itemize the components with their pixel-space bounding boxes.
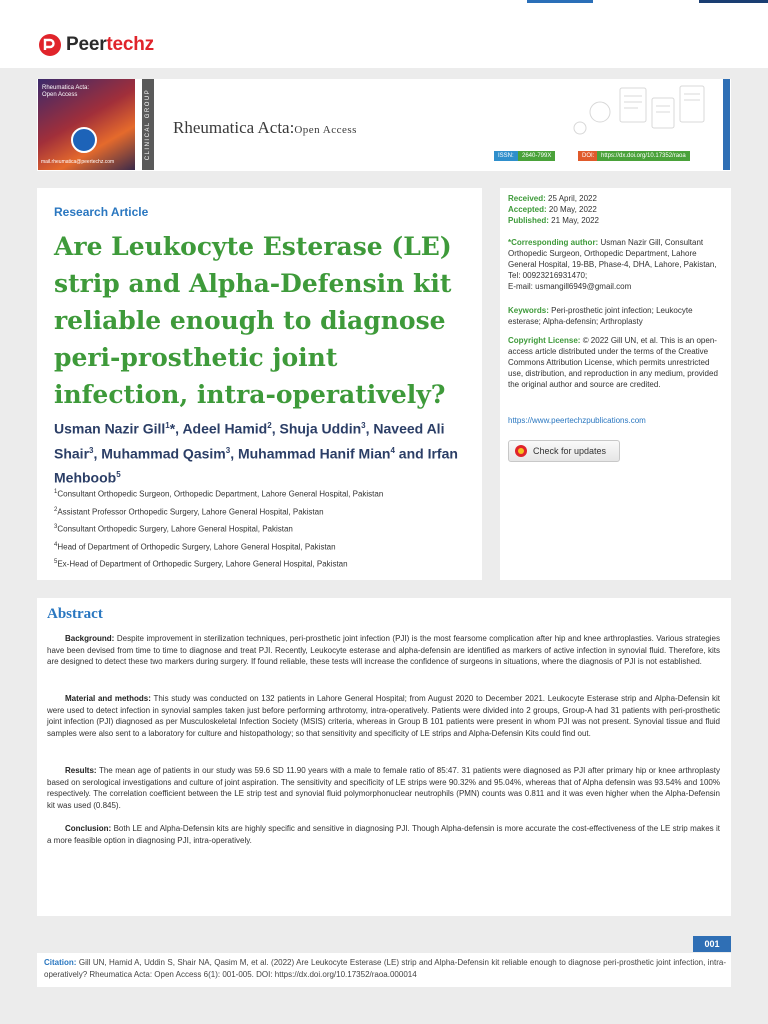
banner-edge-bar xyxy=(723,79,730,170)
corresponding-author-block xyxy=(508,237,725,292)
abstract-section-label: Conclusion: xyxy=(65,824,112,833)
affiliation-list xyxy=(54,487,474,575)
abstract-conclusion xyxy=(47,823,720,846)
affiliation-text: Assistant Professor Orthopedic Surgery, Lahore General Hospital, Pakistan xyxy=(57,507,324,517)
accepted-date: 20 May, 2022 xyxy=(548,205,597,214)
author-name[interactable]: Muhammad Qasim xyxy=(101,445,226,462)
copyright-block xyxy=(508,335,725,390)
author-separator: , xyxy=(93,445,102,462)
journal-name: Rheumatica Acta: xyxy=(173,118,295,137)
banner-decoration-icon xyxy=(560,82,720,146)
journal-title xyxy=(173,118,357,138)
doi-label: DOI: xyxy=(578,151,598,161)
abstract-section-label: Background: xyxy=(65,634,115,643)
abstract-section-text: Both LE and Alpha-Defensin kits are highly specific and sensitive in diagnosing PJI. Though Alpha-defensin is more accurate the cost-effectiveness of the LE strip makes it a more feasible option in diagnosing PJI, intra-operatively. xyxy=(47,824,720,845)
cover-subtitle: Open Access xyxy=(42,92,78,98)
citation-text: Gill UN, Hamid A, Uddin S, Shair NA, Qasim M, et al. (2022) Are Leukocyte Esterase (LE) strip and Alpha-Defensin kit reliable enough to diagnose peri-prosthetic joint infection, intra-operatively? Rheumatica Acta: Open Access 6(1): 001-005. DOI: https://dx.doi.org/10.17352/raoa.000014 xyxy=(44,958,726,979)
corresponding-mark: * xyxy=(169,420,176,437)
copyright-text: © 2022 Gill UN, et al. This is an open-access article distributed under the terms of the Creative Commons Attribution License, which permits unrestricted use, distribution, and reproduction in any medium, provided the original author and source are credited. xyxy=(508,336,718,389)
crossmark-icon xyxy=(515,445,527,457)
abstract-section-label: Results: xyxy=(65,766,97,775)
author-affil-sup: 3 xyxy=(361,421,366,430)
author-affil-sup: 4 xyxy=(390,445,395,455)
author-separator: , xyxy=(365,420,374,437)
author-separator: , xyxy=(271,420,280,437)
author-name[interactable]: Naveed Ali Shair xyxy=(54,420,445,462)
journal-name-suffix: Open Access xyxy=(294,124,357,136)
citation xyxy=(44,957,726,981)
copyright-label: Copyright License: xyxy=(508,336,581,345)
author-affil-sup: 3 xyxy=(225,445,231,455)
affiliation-item xyxy=(54,505,474,523)
logo-text-techz: techz xyxy=(106,34,154,55)
author-affil-sup: 5 xyxy=(116,470,121,480)
abstract-background xyxy=(47,633,720,668)
logo-text-peer: Peer xyxy=(66,34,107,55)
author-name[interactable]: Irfan Mehboob xyxy=(54,445,458,486)
cover-badge-icon xyxy=(71,127,97,153)
published-label: Published: xyxy=(508,216,549,225)
affiliation-item xyxy=(54,557,474,575)
abstract-section-text: The mean age of patients in our study was 59.6 SD 11.90 years with a male to female ratio of 85:47. 31 patients were diagnosed as PJI after primary hip or knee arthroplasty based on serological investigations and culture of joint aspiration. The sensitivity and specificity of LE strips were 90.32% and 95.04%, whereas that of Alpha defensin was 93.54% and 100% respectively. The correlation coefficient between the LE strip test and synovial fluid polymorphonuclear neutrophils (PMN) counts was 0.811 and it was even higher when the Alpha-Defensin kit was used (0.845). xyxy=(47,766,720,810)
peertechz-logo-icon xyxy=(38,33,62,57)
affiliation-text: Consultant Orthopedic Surgery, Lahore General Hospital, Pakistan xyxy=(57,524,293,534)
affiliation-item xyxy=(54,522,474,540)
author-affil-sup: 3 xyxy=(89,445,94,455)
received-label: Received: xyxy=(508,194,546,203)
affiliation-item xyxy=(54,487,474,505)
affiliation-text: Ex-Head of Department of Orthopedic Surgery, Lahore General Hospital, Pakistan xyxy=(57,559,348,569)
peertechz-logo[interactable] xyxy=(38,32,154,58)
author-separator: , xyxy=(230,445,238,462)
keywords-text: Peri-prosthetic joint infection; Leukocyte esterase; Alpha-defensin; Arthroplasty xyxy=(508,306,693,326)
header-accent-bar xyxy=(699,0,768,3)
doi-link[interactable]: https://dx.doi.org/10.17352/raoa xyxy=(597,151,690,161)
abstract-section-label: Material and methods: xyxy=(65,694,151,703)
check-for-updates-button[interactable] xyxy=(508,440,620,462)
abstract-section-text: This study was conducted on 132 patients in Lahore General Hospital; from August 2020 to December 2021. Leukocyte Esterase strip and Alpha-Defensin kit were used to detect infection in synovial samples taken just before performing arthrotomy, intra-operatively. Patients were divided into 2 groups, Group-A had 31 patients with peri-prosthetic joint infection (PJI) diagnosed as per Musculoskeletal Infection Society (MSIS) criteria, whereas in Group B 101 patients were present in whom PJI was not present. Synovial tissue and fluid samples were also sent to a laboratory for culture and histopathology; so that sensitivity and specificity of LE strips and Alpha-Defensin Kits could find out. xyxy=(47,694,721,738)
author-separator: , xyxy=(175,420,183,437)
affiliation-sup: 5 xyxy=(54,559,58,565)
affiliation-sup: 2 xyxy=(54,506,58,513)
accepted-label: Accepted: xyxy=(508,205,547,214)
citation-label: Citation: xyxy=(44,958,77,967)
affiliation-text: Consultant Orthopedic Surgeon, Orthopedic Department, Lahore General Hospital, Pakistan xyxy=(57,489,384,499)
keywords-label: Keywords: xyxy=(508,306,549,315)
header-accent-bar xyxy=(527,0,593,3)
cover-mail: mail.rheumatica@peertechz.com xyxy=(41,159,115,165)
author-name[interactable]: Adeel Hamid xyxy=(182,420,268,437)
abstract-heading: Abstract xyxy=(47,606,103,622)
corresponding-email[interactable]: E-mail: usmangill6949@gmail.com xyxy=(508,282,632,291)
corresponding-author-text: Usman Nazir Gill, Consultant Orthopedic Surgeon, Orthopedic Department, Lahore General Hospital, 19-BB, Phase-4, DHA, Lahore, Pakistan, Tel: 00923216931470; xyxy=(508,238,717,280)
corresponding-author-label: *Corresponding author: xyxy=(508,238,599,247)
issn-value: 2640-799X xyxy=(518,151,555,161)
affiliation-sup: 1 xyxy=(54,489,58,495)
check-for-updates-label: Check for updates xyxy=(533,446,607,456)
article-type: Research Article xyxy=(54,205,149,219)
published-date: 21 May, 2022 xyxy=(551,216,600,225)
affiliation-sup: 4 xyxy=(54,541,58,548)
publisher-website-link[interactable]: https://www.peertechzpublications.com xyxy=(508,416,646,425)
affiliation-text: Head of Department of Orthopedic Surgery, Lahore General Hospital, Pakistan xyxy=(57,542,336,552)
received-date: 25 April, 2022 xyxy=(548,194,597,203)
author-name[interactable]: Muhammad Hanif Mian xyxy=(237,445,391,462)
author-separator: and xyxy=(394,445,428,462)
page-number: 001 xyxy=(693,936,731,952)
author-list xyxy=(54,415,469,489)
affiliation-sup: 3 xyxy=(54,524,58,530)
abstract-section-text: Despite improvement in sterilization techniques, peri-prosthetic joint infection (PJI) is the most fearsome complication after hip and knee arthroplasties. Various strategies have been devised from time to time to diagnose and treat PJI. Recently, Leukocyte esterase and alpha-defensin are identified as markers of active infection in synovial fluid. Therefore, kits are designed to detect these two markers during surgery. If found reliable, these tests will increase the confidence of surgeons in situations, where the diagnosis of PJI is not established. xyxy=(47,634,720,667)
article-title: Are Leukocyte Esterase (LE) strip and Alpha-Defensin kit reliable enough to diagnose peri-prosthetic joint infection, intra-operatively? xyxy=(54,232,452,409)
issn-label: ISSN: xyxy=(494,151,518,161)
affiliation-item xyxy=(54,540,474,558)
author-affil-sup: 2 xyxy=(267,421,272,430)
dates-block xyxy=(508,193,725,226)
cover-title: Rheumatica Acta: xyxy=(42,85,90,91)
keywords-block xyxy=(508,305,725,327)
abstract-methods xyxy=(47,693,720,739)
author-name[interactable]: Usman Nazir Gill xyxy=(54,420,166,437)
clinical-group-label: CLINICAL GROUP xyxy=(145,88,151,161)
journal-cover-image[interactable] xyxy=(38,79,135,170)
author-name[interactable]: Shuja Uddin xyxy=(279,420,362,437)
abstract-results xyxy=(47,765,720,811)
author-affil-sup: 1 xyxy=(165,421,170,430)
